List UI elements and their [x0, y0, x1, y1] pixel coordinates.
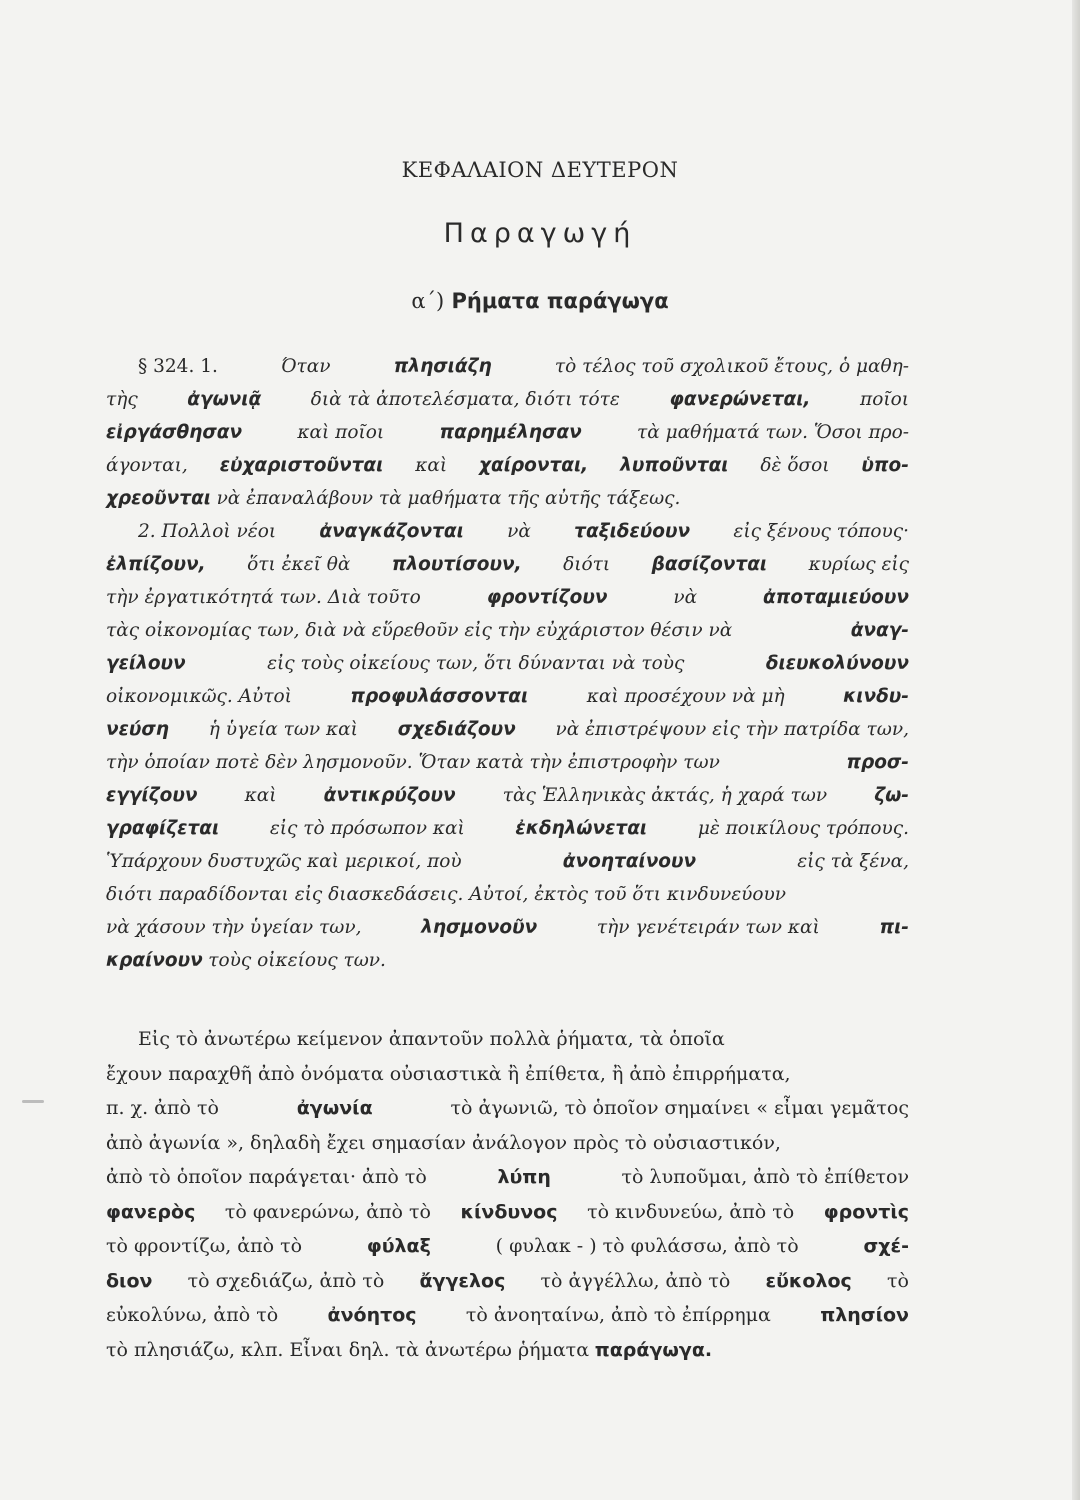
source-word: ἀνόητος — [327, 1304, 417, 1326]
text-span: κυρίως εἰς — [808, 554, 909, 575]
source-word: ἄγγελος — [419, 1269, 506, 1292]
text-line — [106, 581, 909, 614]
text-span: τὴν ὁποίαν ποτὲ δὲν λησμονοῦν. Ὅταν κατὰ τὴν ἐπιστροφὴν των — [106, 752, 720, 773]
text-line — [106, 1298, 909, 1333]
text-span: άγονται, — [106, 455, 188, 476]
text-span: τὸ φανερώνω, ἀπὸ τὸ — [224, 1200, 431, 1223]
text-span: διὰ τὰ ἀποτελέσματα, διότι τότε — [310, 389, 620, 410]
source-word: πλησίον — [820, 1304, 909, 1326]
text-span: ποῖοι — [860, 389, 909, 410]
text-span: τὸ — [887, 1269, 909, 1292]
section-number: § 324. 1. — [138, 356, 218, 377]
text-line — [106, 482, 909, 515]
text-line — [106, 647, 909, 680]
verb-highlight: χρεοῦνται — [106, 488, 212, 509]
text-span: Όταν — [281, 356, 331, 377]
text-span: τὸ πλησιάζω, κλπ. Εἶναι δηλ. τὰ ἀνωτέρω ῥήματα — [106, 1338, 590, 1361]
verb-highlight: γραφίζεται — [106, 818, 220, 839]
verb-highlight: ἀνοηταίνουν — [562, 851, 697, 872]
text-line — [106, 1022, 909, 1057]
text-span: Ὑπάρχουν δυστυχῶς καὶ μερικοί, ποὺ — [106, 851, 462, 872]
text-span: ἀπὸ τὸ ὁποῖον παράγεται· ἀπὸ τὸ — [106, 1166, 427, 1188]
text-line — [106, 1160, 909, 1195]
source-word: διον — [106, 1269, 153, 1292]
text-line — [106, 383, 909, 416]
verb-highlight: ἀντικρύζουν — [323, 785, 456, 806]
source-word: ἀγωνία — [296, 1097, 373, 1119]
text-span: ( φυλακ - ) τὸ φυλάσσω, ἀπὸ τὸ — [495, 1235, 799, 1257]
text-span: π. χ. ἀπὸ τὸ — [106, 1097, 219, 1119]
text-line — [106, 746, 909, 779]
text-span: εἰς ξένους τόπους· — [733, 521, 909, 542]
verb-highlight: ὑπο- — [861, 455, 909, 476]
text-span: καὶ — [415, 455, 448, 476]
verb-highlight: ἀγωνιᾷ — [187, 389, 262, 410]
verb-highlight: γείλουν — [106, 653, 186, 674]
text-span: διότι — [563, 554, 611, 575]
verb-highlight: ἀναγ- — [850, 620, 909, 641]
verb-highlight: κραίνουν — [106, 950, 203, 971]
text-span: τὰς οἰκονομίας των, διὰ νὰ εὕρεθοῦν εἰς τὴν εὐχάριστον θέσιν νὰ — [106, 620, 733, 641]
text-line — [106, 680, 909, 713]
verb-highlight: διευκολύνουν — [765, 653, 909, 674]
text-line — [106, 878, 909, 911]
text-span: ἡ ὑγεία των καὶ — [208, 719, 358, 740]
text-line — [106, 944, 909, 977]
verb-highlight: εἰργάσθησαν — [106, 422, 243, 443]
text-span: μὲ ποικίλους τρόπους. — [697, 818, 909, 839]
verb-highlight: σχεδιάζουν — [397, 719, 516, 740]
verb-highlight: ταξιδεύουν — [574, 521, 691, 542]
text-line — [106, 449, 909, 482]
text-span: οἰκονομικῶς. Αὐτοὶ — [106, 686, 292, 707]
source-word: φανερὸς — [106, 1200, 196, 1223]
text-span: εἰς τοὺς οἰκείους των, ὅτι δύνανται νὰ τοὺς — [267, 653, 685, 674]
text-span: νὰ ἐπαναλάβουν τὰ μαθήματα τῆς αὐτῆς τάξεως. — [216, 488, 681, 509]
text-span: 2. Πολλοὶ νέοι — [138, 521, 277, 542]
text-span: νὰ ἐπιστρέψουν εἰς τὴν πατρίδα των, — [555, 719, 909, 740]
text-span: τὸ φροντίζω, ἀπὸ τὸ — [106, 1235, 303, 1257]
text-span: τὸ ἀγωνιῶ, τὸ ὁποῖον σημαίνει « εἶμαι γεμᾶτος — [450, 1097, 909, 1119]
verb-highlight: νεύση — [106, 719, 169, 740]
example-passage — [106, 350, 909, 977]
text-line — [106, 515, 909, 548]
source-word: εὔκολος — [765, 1269, 852, 1292]
text-line — [106, 1195, 909, 1230]
text-line — [106, 350, 909, 383]
text-span: ἔχουν παραχθῆ ἀπὸ ὀνόματα οὐσιαστικὰ ἢ ἐπίθετα, ἢ ἀπὸ ἐπιρρήματα, — [106, 1062, 791, 1085]
text-line — [106, 779, 909, 812]
explanation-paragraph — [106, 1022, 909, 1367]
verb-highlight: ἐκδηλώνεται — [515, 818, 648, 839]
text-span: τὸ σχεδιάζω, ἀπὸ τὸ — [187, 1269, 385, 1292]
text-line — [106, 911, 909, 944]
text-line — [106, 1264, 909, 1299]
source-word: σχέ- — [863, 1235, 909, 1257]
text-span: καὶ ποῖοι — [297, 422, 385, 443]
verb-highlight: εὐχαριστοῦνται — [219, 455, 384, 476]
verb-highlight: φροντίζουν — [486, 587, 608, 608]
text-line — [106, 812, 909, 845]
section-title: Παραγωγή — [443, 218, 637, 249]
subsection-title — [0, 289, 1080, 313]
text-span: τοὺς οἰκείους των. — [208, 950, 386, 971]
text-line — [106, 845, 909, 878]
verb-highlight: λυποῦνται — [620, 455, 729, 476]
verb-highlight: εγγίζουν — [106, 785, 198, 806]
text-span: τὸ ἀνοηταίνω, ἀπὸ τὸ ἐπίρρημα — [465, 1304, 771, 1326]
text-line — [106, 1126, 909, 1161]
verb-highlight: ἀποταμιεύουν — [763, 587, 909, 608]
text-line — [106, 416, 909, 449]
verb-highlight: πι- — [879, 917, 909, 938]
verb-highlight: πλουτίσουν, — [391, 554, 522, 575]
verb-highlight: παρημέλησαν — [439, 422, 582, 443]
text-line — [106, 548, 909, 581]
verb-highlight: πλησιάζη — [393, 356, 492, 377]
text-span: τὴς — [106, 389, 138, 410]
text-line — [106, 1057, 909, 1092]
text-span: τὰ μαθήματά των. Ὅσοι προ- — [637, 422, 909, 443]
text-span: νὰ χάσουν τὴν ὑγείαν των, — [106, 917, 362, 938]
text-span: εἰς τὰ ξένα, — [797, 851, 909, 872]
text-span: νὰ — [673, 587, 698, 608]
margin-mark — [22, 1100, 44, 1103]
text-span: τὴν ἐργατικότητά των. Διὰ τοῦτο — [106, 587, 421, 608]
verb-highlight: λησμονοῦν — [421, 917, 538, 938]
source-word: κίνδυνος — [460, 1200, 558, 1223]
verb-highlight: ἐλπίζουν, — [106, 554, 206, 575]
text-span: τὴν γενέτειράν των καὶ — [596, 917, 820, 938]
text-span: τὸ λυποῦμαι, ἀπὸ τὸ ἐπίθετον — [621, 1166, 909, 1188]
text-span: εὐκολύνω, ἀπὸ τὸ — [106, 1304, 279, 1326]
verb-highlight: βασίζονται — [651, 554, 768, 575]
text-line — [106, 614, 909, 647]
text-span: νὰ — [507, 521, 531, 542]
verb-highlight: προφυλάσσονται — [350, 686, 529, 707]
text-span: τὸ τέλος τοῦ σχολικοῦ ἔτους, ὁ μαθη- — [554, 356, 909, 377]
text-line — [106, 1333, 909, 1368]
text-span: καὶ προσέχουν νὰ μὴ — [586, 686, 785, 707]
text-line — [106, 1229, 909, 1264]
text-span: εἰς τὸ πρόσωπον καὶ — [269, 818, 465, 839]
text-span: δὲ ὅσοι — [760, 455, 830, 476]
chapter-heading: ΚΕΦΑΛΑΙΟΝ ΔΕΥΤΕΡΟΝ — [401, 158, 679, 182]
verb-highlight: ζω- — [874, 785, 909, 806]
text-span: τὸ ἀγγέλλω, ἀπὸ τὸ — [540, 1269, 731, 1292]
source-word: φύλαξ — [366, 1235, 431, 1257]
text-span: Εἰς τὸ ἀνωτέρω κείμενον ἀπαντοῦν πολλὰ ῥήματα, τὰ ὁποῖα — [138, 1028, 725, 1050]
source-word: παράγωγα. — [594, 1338, 713, 1361]
text-span: διότι παραδίδονται εἰς διασκεδάσεις. Αὐτοί, ἐκτὸς τοῦ ὅτι κινδυνεύουν — [106, 884, 786, 905]
verb-highlight: ἀναγκάζονται — [319, 521, 464, 542]
text-span: τὰς Ἑλληνικὰς ἀκτάς, ἡ χαρά των — [502, 785, 828, 806]
source-word: φροντὶς — [823, 1200, 909, 1223]
verb-highlight: φανερώνεται, — [669, 389, 811, 410]
text-span: ὅτι ἐκεῖ θὰ — [247, 554, 351, 575]
text-span: ἀπὸ ἀγωνία », δηλαδὴ ἔχει σημασίαν ἀνάλογον πρὸς τὸ οὐσιαστικόν, — [106, 1131, 781, 1154]
text-line — [106, 713, 909, 746]
verb-highlight: προσ- — [846, 752, 909, 773]
subsection-number: α΄) — [411, 289, 445, 313]
source-word: λύπη — [497, 1166, 551, 1188]
subsection-text: Ρήματα παράγωγα — [451, 289, 669, 313]
text-span: τὸ κινδυνεύω, ἀπὸ τὸ — [587, 1200, 795, 1223]
verb-highlight: κινδυ- — [843, 686, 909, 707]
text-span: καὶ — [244, 785, 277, 806]
text-line — [106, 1091, 909, 1126]
verb-highlight: χαίρονται, — [479, 455, 589, 476]
